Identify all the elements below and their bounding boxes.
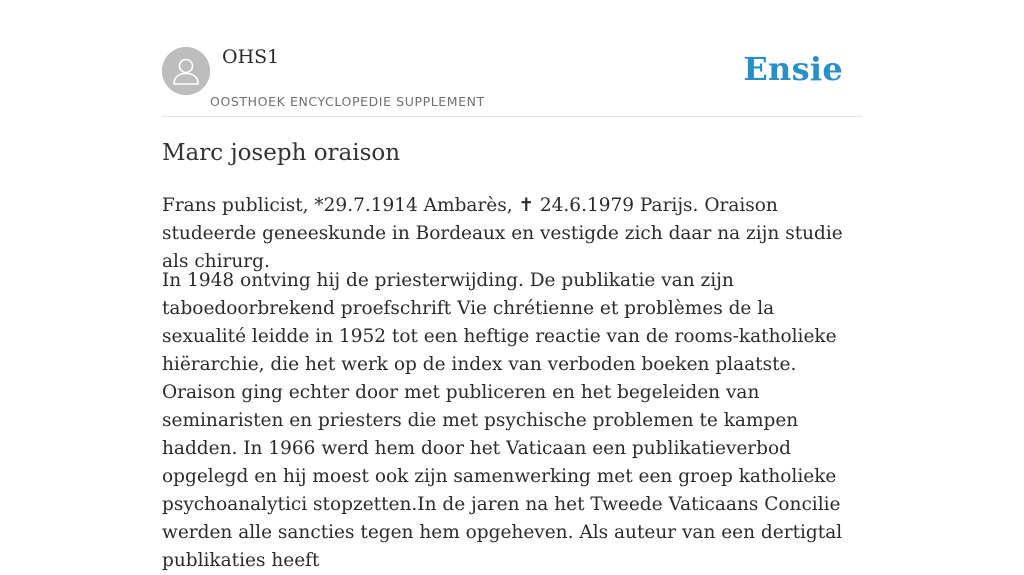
ensie-logo[interactable]: Ensie — [743, 50, 843, 88]
author-name[interactable]: OHS1 — [222, 46, 280, 68]
article-paragraph-2: In 1948 ontving hij de priesterwijding. De publikatie van zijn taboedoorbrekend proefschrift Vie chrétienne et problèmes de la sexualité leidde in 1952 tot een heftige reactie van de rooms-katholieke hiërarchie, die het werk op de index van verboden boeken plaatste. Oraison ging echter door met publiceren en het begeleiden van seminaristen en priesters die met psychische problemen te kampen hadden. In 1966 werd hem door het Vaticaan een publikatieverbod opgelegd en hij moest ook zijn samenwerking met een groep katholieke psychoanalytici stopzetten.In de jaren na het Tweede Vaticaans Concilie werden alle sancties tegen hem opgeheven. Als auteur van een dertigtal publikaties heeft — [162, 270, 843, 571]
article-title: Marc joseph oraison — [162, 140, 401, 166]
source-label[interactable]: OOSTHOEK ENCYCLOPEDIE SUPPLEMENT — [210, 94, 485, 109]
user-avatar-icon[interactable] — [162, 47, 210, 95]
article-paragraph-1: Frans publicist, *29.7.1914 Ambarès, ✝ 24.6.1979 Parijs. Oraison studeerde geneeskunde in Bordeaux en vestigde zich daar na zijn studie als chirurg. — [162, 195, 843, 272]
page-header — [162, 0, 862, 117]
page-container — [162, 0, 862, 571]
